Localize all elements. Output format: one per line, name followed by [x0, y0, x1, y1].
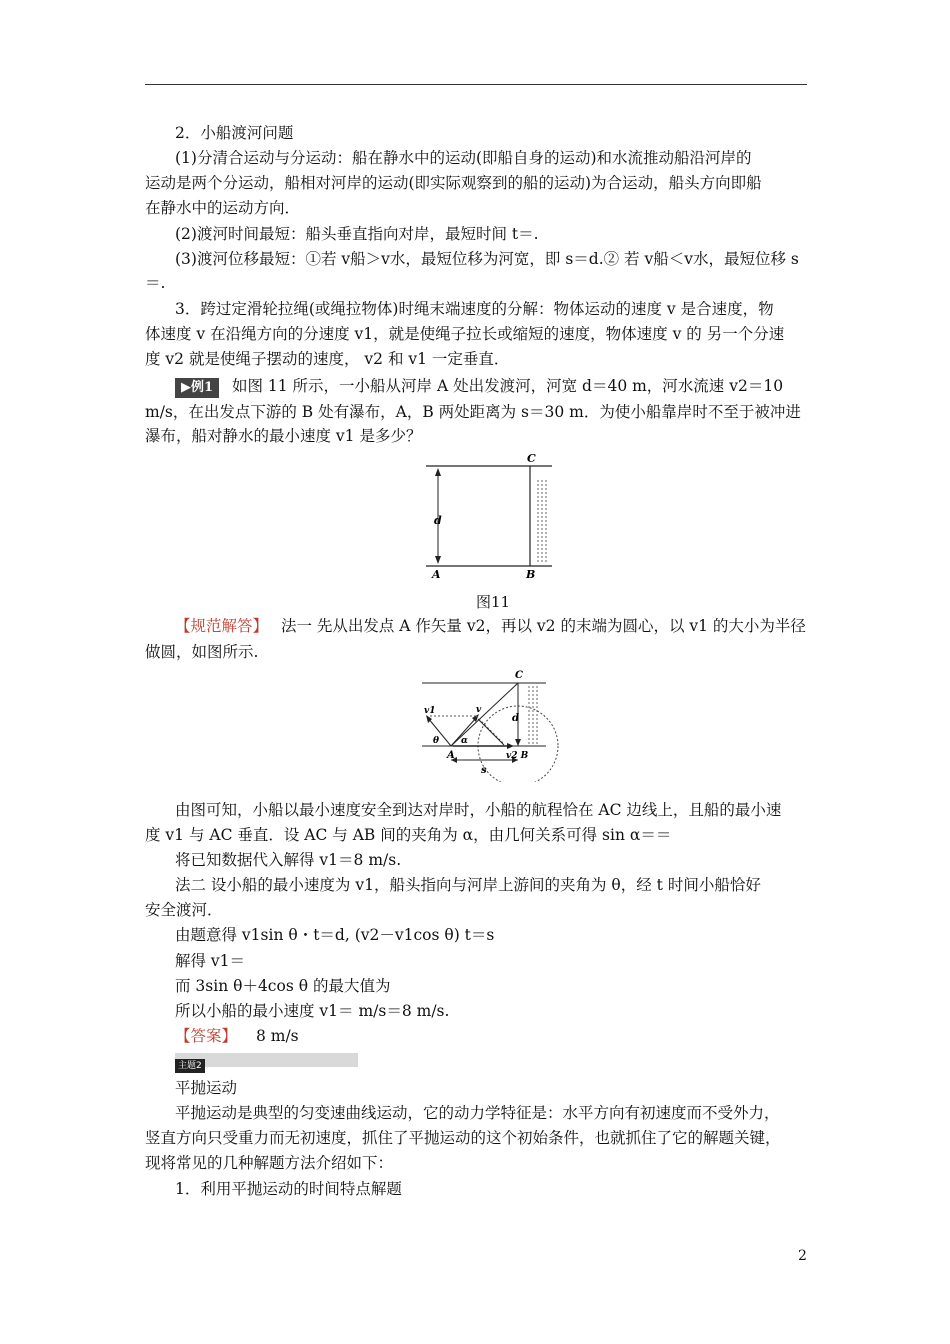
- solution-tag: 【规范解答】: [175, 617, 269, 635]
- paragraph-line: 所以小船的最小速度 v1＝ m/s＝8 m/s.: [175, 1002, 450, 1020]
- label-A: A: [447, 750, 455, 761]
- paragraph-line: 瀑布，船对静水的最小速度 v1 是多少？: [145, 427, 422, 445]
- figure-11: [420, 450, 560, 584]
- solution-text: 法一 先从出发点 A 作矢量 v2，再以 v2 的末端为圆心，以 v1 的大小为半径: [280, 617, 806, 635]
- figure-solution: [418, 664, 568, 782]
- label-d: d: [434, 514, 442, 527]
- example-line: [145, 374, 837, 398]
- answer-tag: 【答案】: [175, 1027, 238, 1045]
- label-v1: v1: [424, 706, 436, 716]
- topic-bar: [175, 1053, 358, 1071]
- paragraph-line: m/s，在出发点下游的 B 处有瀑布，A，B 两处距离为 s＝30 m．为使小船靠岸时不至于被冲进: [145, 403, 801, 421]
- answer-line: [145, 1024, 837, 1048]
- paragraph-line: 度 v1 与 AC 垂直．设 AC 与 AB 间的夹角为 α，由几何关系可得 sin α＝＝: [145, 826, 672, 844]
- label-C: C: [527, 452, 536, 465]
- paragraph-line: (1)分清合运动与分运动：船在静水中的运动(即船自身的运动)和水流推动船沿河岸的: [175, 149, 752, 167]
- paragraph-line: 度 v2 就是使绳子摆动的速度， v2 和 v1 一定垂直．: [145, 350, 510, 368]
- label-s: s: [481, 765, 487, 776]
- label-theta: θ: [433, 736, 440, 746]
- example-text: 如图 11 所示，一小船从河岸 A 处出发渡河，河宽 d＝40 m，河水流速 v2＝10: [231, 377, 784, 395]
- header-rule: [145, 84, 807, 85]
- label-alpha: α: [461, 736, 468, 746]
- paragraph-line: 将已知数据代入解得 v1＝8 m/s.: [175, 851, 402, 869]
- paragraph-line: 而 3sin θ＋4cos θ 的最大值为: [175, 977, 391, 995]
- figure-11-caption: 图11: [476, 593, 511, 611]
- paragraph-line: ＝.: [145, 274, 166, 292]
- paragraph-line: 运动是两个分运动，船相对河岸的运动(即实际观察到的船的运动)为合运动，船头方向即船: [145, 174, 762, 192]
- paragraph-line: 由题意得 v1sin θ・t＝d, (v2－v1cos θ) t＝s: [175, 926, 495, 944]
- solution-line: [145, 614, 837, 638]
- paragraph-line: 在静水中的运动方向．: [145, 199, 301, 217]
- topic-tag: 主题2: [175, 1059, 205, 1073]
- label-A: A: [432, 568, 441, 581]
- paragraph-line: 法二 设小船的最小速度为 v1，船头指向与河岸上游间的夹角为 θ，经 t 时间小船恰好: [175, 876, 761, 894]
- paragraph-line: 竖直方向只受重力而无初速度，抓住了平抛运动的这个初始条件，也就抓住了它的解题关键，: [145, 1129, 781, 1147]
- page-number: 2: [798, 1248, 807, 1264]
- paragraph-line: 现将常见的几种解题方法介绍如下：: [145, 1154, 394, 1172]
- paragraph-line: (2)渡河时间最短：船头垂直指向对岸，最短时间 t＝.: [175, 225, 539, 243]
- section-2-title: 2．小船渡河问题: [175, 124, 294, 142]
- label-v: v: [476, 705, 482, 715]
- paragraph-line: 体速度 v 在沿绳方向的分速度 v1，就是使绳子拉长或缩短的速度，物体速度 v 的 另一个分速: [145, 325, 785, 343]
- paragraph-line: 1．利用平抛运动的时间特点解题: [175, 1180, 402, 1198]
- paragraph-line: 安全渡河．: [145, 901, 223, 919]
- paragraph-line: 解得 v1＝: [175, 952, 246, 970]
- label-d: d: [512, 713, 519, 724]
- paragraph-line: 平抛运动是典型的匀变速曲线运动，它的动力学特征是：水平方向有初速度而不受外力，: [175, 1104, 780, 1122]
- paragraph-line: 由图可知，小船以最小速度安全到达对岸时，小船的航程恰在 AC 边线上，且船的最小速: [175, 801, 782, 819]
- paragraph-line: 做圆，如图所示.: [145, 643, 259, 661]
- label-B: B: [526, 568, 536, 581]
- paragraph-line: (3)渡河位移最短：①若 v船＞v水，最短位移为河宽，即 s＝d.② 若 v船＜v水，最短位移 s: [175, 250, 799, 268]
- label-v2-B: v2 B: [506, 751, 529, 761]
- section-3-line: 3．跨过定滑轮拉绳(或绳拉物体)时绳末端速度的分解：物体运动的速度 v 是合速度，物: [175, 300, 774, 318]
- topic-title: 平抛运动: [175, 1079, 238, 1097]
- example-tag: ▶例1: [175, 378, 219, 398]
- answer-value: 8 m/s: [255, 1027, 299, 1045]
- label-C: C: [515, 670, 523, 681]
